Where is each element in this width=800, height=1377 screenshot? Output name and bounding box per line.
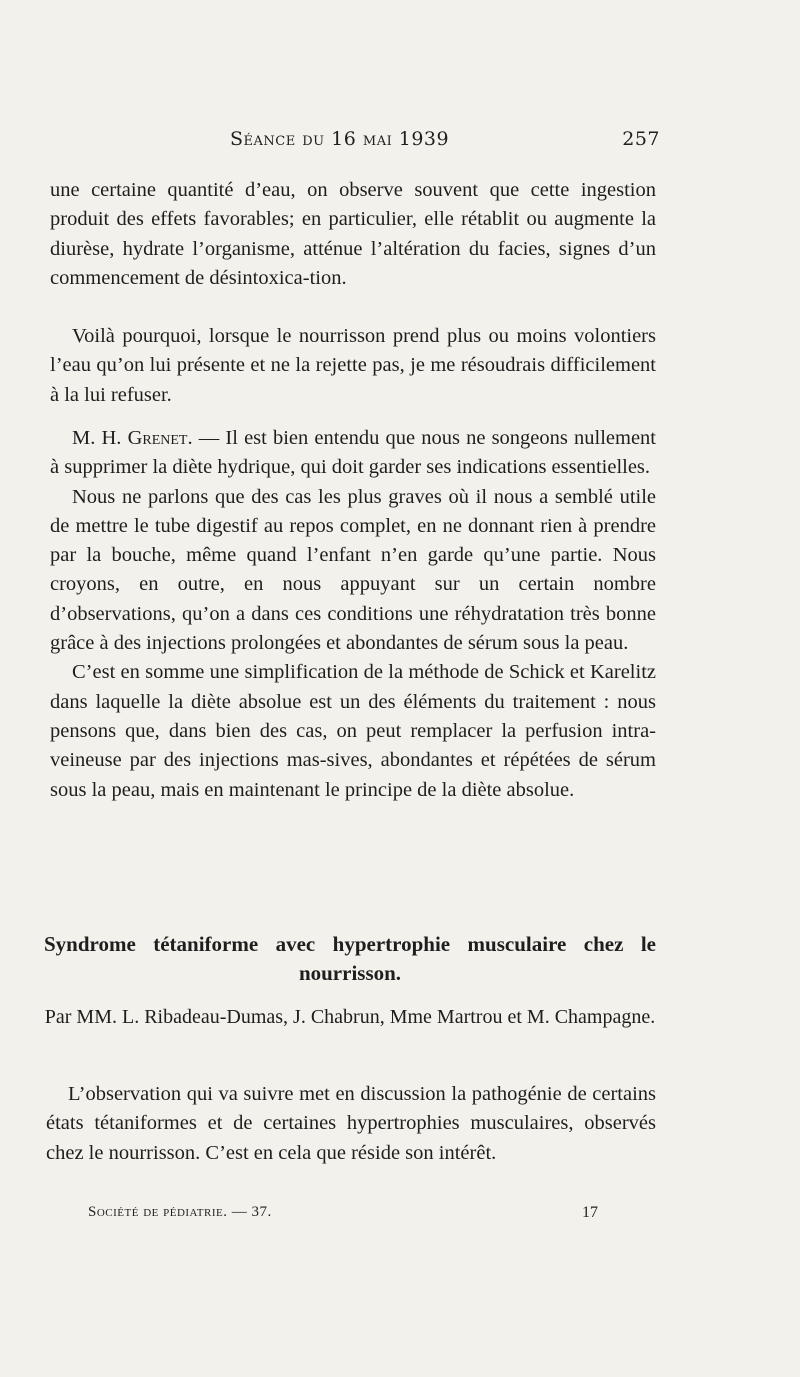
page-number: 257 <box>622 128 660 150</box>
reply-block <box>50 424 656 805</box>
article-intro-block <box>46 1080 656 1168</box>
page-footer <box>88 1204 598 1221</box>
paragraph: une certaine quantité d’eau, on observe souvent que cette ingestion produit des effets favorables; en particulier, elle rétablit ou augmente la diurèse, hydrate l’organisme, atténue l’altération du facies, signes d’un commencement de désintoxica-tion. <box>50 179 656 289</box>
speaker-name: M. H. Grenet. <box>72 427 193 449</box>
article-title: Syndrome tétaniforme avec hypertrophie musculaire chez le nourrisson. <box>44 932 656 985</box>
paragraph <box>50 424 656 483</box>
paragraph: C’est en somme une simplification de la méthode de Schick et Karelitz dans laquelle la diète absolue est un des éléments du traitement : nous pensons que, dans bien des cas, on peut remplacer la perfusion intra-veineuse par des injections mas-sives, abondantes et répétées de sérum sous la peau, mais en maintenant le principe de la diète absolue. <box>50 661 656 801</box>
running-head-title: Séance du 16 mai 1939 <box>230 128 450 150</box>
paragraph-continuation <box>50 176 656 293</box>
footer-signature: 17 <box>582 1204 598 1221</box>
footer-society: Société de pédiatrie. — 37. <box>88 1204 272 1220</box>
paragraph: Voilà pourquoi, lorsque le nourrisson prend plus ou moins volontiers l’eau qu’on lui présente et ne la rejette pas, je me résoudrais difficilement à la lui refuser. <box>50 325 656 406</box>
paragraph: Nous ne parlons que des cas les plus graves où il nous a semblé utile de mettre le tube digestif au repos complet, en ne donnant rien à prendre par la bouche, même quand l’enfant n’en garde qu’une partie. Nous croyons, en outre, en nous appuyant sur un certain nombre d’observations, qu’on a dans ces conditions une réhydratation très bonne grâce à des injections prolongées et abondantes de sérum sous la peau. <box>50 485 656 655</box>
article-byline: Par MM. L. Ribadeau-Dumas, J. Chabrun, Mme Martrou et M. Champagne. <box>44 1006 656 1028</box>
running-head <box>230 128 660 150</box>
paragraph: L’observation qui va suivre met en discussion la pathogénie de certains états tétaniformes et de certaines hypertrophies musculaires, observés chez le nourrisson. C’est en cela que réside son intérêt. <box>46 1083 656 1164</box>
reply-text: — Il est bien entendu que nous ne songeons nullement à supprimer la diète hydrique, qui doit garder ses indications essentielles. <box>50 427 656 479</box>
paragraph-voila <box>50 322 656 410</box>
